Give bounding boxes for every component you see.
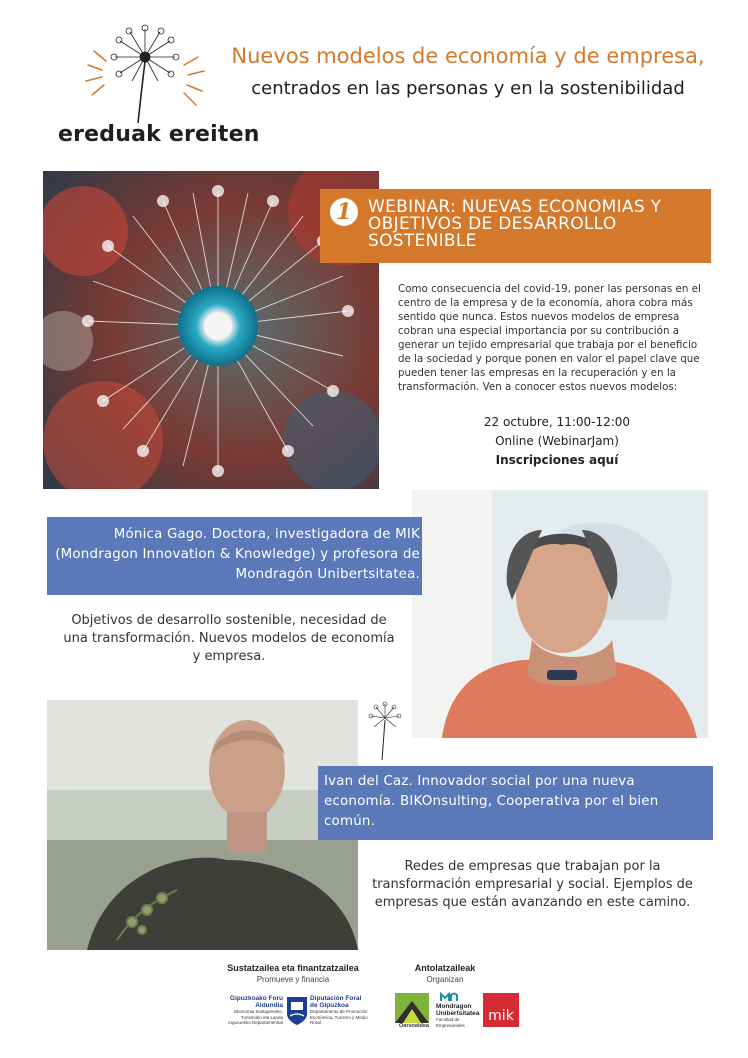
dandelion-logo-icon — [80, 15, 210, 130]
page-title: Nuevos modelos de economía y de empresa, — [231, 44, 705, 68]
mik-logo — [483, 993, 519, 1027]
mondragon-dept: Facultad de Empresariales — [436, 1017, 465, 1028]
mondragon-logo-icon — [440, 992, 458, 1002]
speaker-topics-monica: Objetivos de desarrollo sostenible, necesidad de una transformación. Nuevos modelos de economía y empresa. — [63, 613, 395, 664]
sponsor-subheading: Promueve y financia — [256, 975, 330, 984]
gipuzkoa-dept: Ekonomia Sustapeneko, Turismoko eta Landa Ingurunéko Departamentua — [228, 1009, 283, 1025]
webinar-title: WEBINAR: NUEVAS ECONOMIAS Y OBJETIVOS DE DESARROLLO SOSTENIBLE — [368, 197, 662, 251]
speaker-bio-ivan: Ivan del Caz. Innovador social por una nueva economía. BIKOnsulting, Cooperativa por el bien común. — [324, 774, 659, 829]
speaker-photo-monica — [412, 490, 708, 738]
mondragon-name: Mondragon Unibertsitatea — [436, 1003, 480, 1017]
brand-name: ereduak ereiten — [58, 122, 260, 147]
organizer-subheading: Organizan — [426, 975, 464, 984]
gipuzkoa-shield-icon — [286, 996, 308, 1026]
oarsoaldea-name: Oarsoaldea — [399, 1023, 429, 1029]
page-subtitle: centrados en las personas y en la sostenibilidad — [251, 78, 685, 99]
mondragon-logo-text — [436, 1003, 484, 1028]
speaker-topics-ivan: Redes de empresas que trabajan por la transformación empresarial y social. Ejemplos de empresas que están avanzando en este camino. — [372, 859, 693, 910]
diputacion-logo-text — [310, 995, 370, 1026]
small-dandelion-icon — [366, 700, 404, 760]
speaker-bio-monica: Mónica Gago. Doctora, investigadora de MIK (Mondragon Innovation & Knowledge) y profesora de Mondragón Unibertsitatea. — [55, 527, 420, 582]
diputacion-name: Diputación Foral de Gipuzkoa — [310, 995, 362, 1009]
gipuzkoa-name: Gipuzkoako Foru Aldundia — [229, 995, 283, 1009]
gipuzkoa-logo-text — [228, 995, 283, 1026]
webinar-description: Como consecuencia del covid-19, poner las personas en el centro de la empresa y de la economía, ahora cobra más sentido que nunca. Estos nuevos modelos de empresa cobran una especial importancia por su contribución a generar un tejido empresarial que trabaja por el beneficio de la sociedad y porque ponen en valor el papel clave que pueden tener las empresas en la recuperación y en la transformación. Ven a conocer estos nuevos modelos: — [398, 283, 701, 393]
mik-name: mik — [488, 1008, 514, 1024]
organizer-heading: Antolatzaileak — [414, 963, 476, 973]
event-date: 22 octubre, 11:00-12:00 — [483, 415, 631, 429]
registration-link[interactable]: Inscripciones aquí — [495, 453, 619, 467]
speaker-photo-ivan — [47, 700, 358, 950]
sponsor-heading: Sustatzailea eta finantzatzailea — [227, 963, 359, 973]
event-platform: Online (WebinarJam) — [495, 434, 619, 448]
webinar-number-badge: 1 — [330, 198, 358, 226]
diputacion-dept: Departamento de Promoción Económica, Turismo y Medio Rural — [310, 1009, 368, 1025]
oarsoaldea-logo-icon — [395, 993, 429, 1023]
